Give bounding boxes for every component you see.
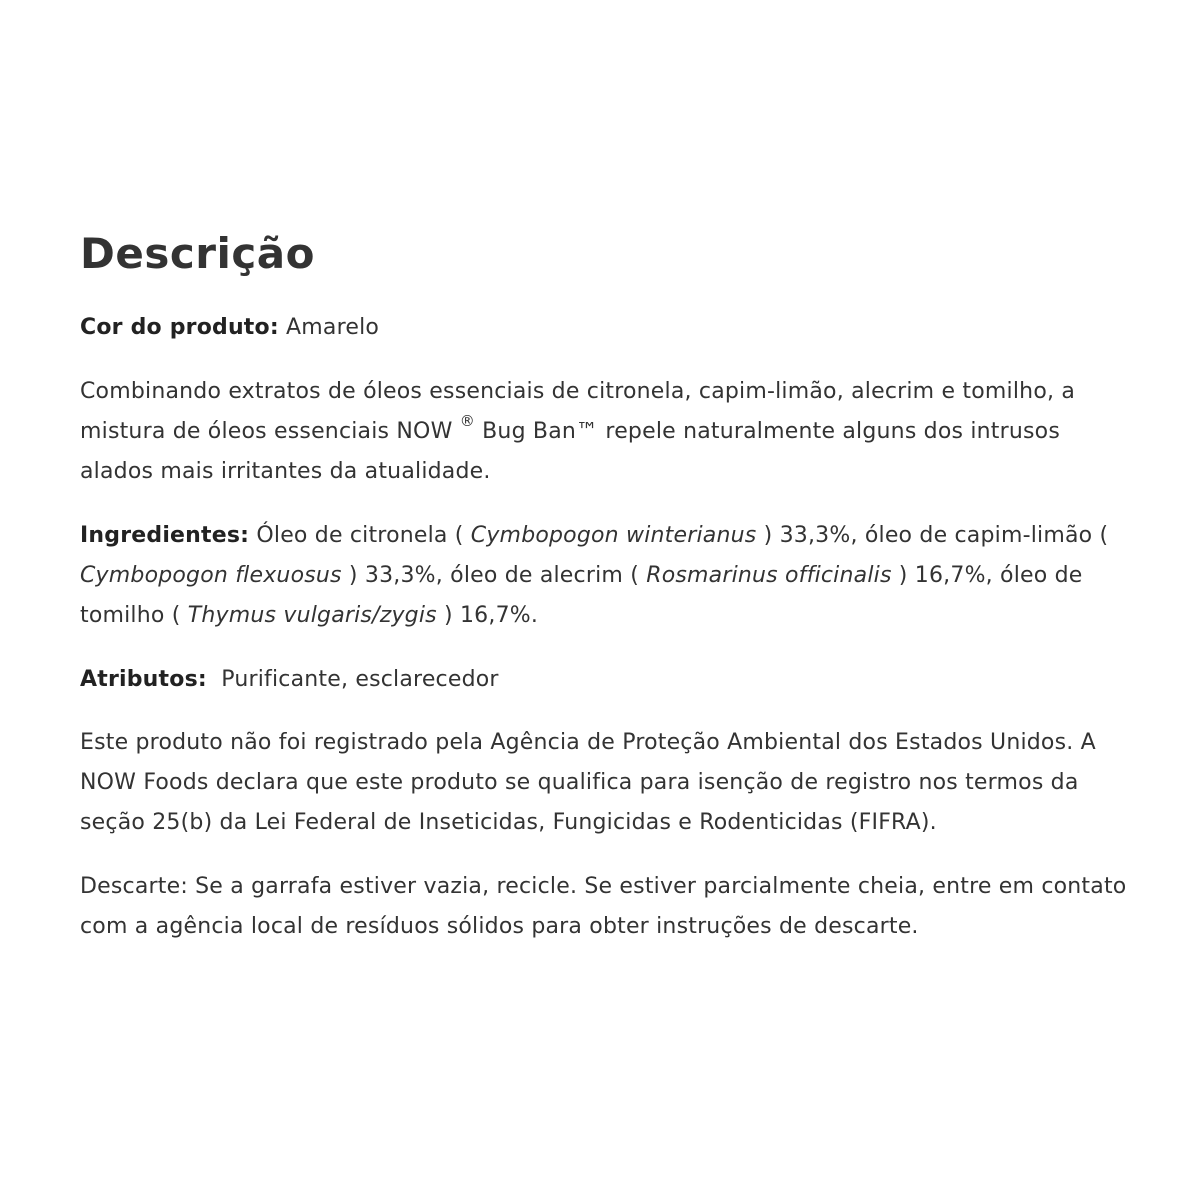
- attributes-paragraph: [80, 660, 1140, 700]
- product-color-value: Amarelo: [286, 315, 380, 340]
- attributes-value: Purificante, esclarecedor: [206, 667, 499, 692]
- species-rosemary: Rosmarinus officinalis: [646, 563, 892, 588]
- ingredients-text-2: ) 33,3%, óleo de capim-limão (: [756, 523, 1109, 548]
- page-title: Descrição: [80, 229, 315, 278]
- species-lemongrass: Cymbopogon flexuosus: [80, 563, 342, 588]
- epa-notice: Este produto não foi registrado pela Agência de Proteção Ambiental dos Estados Unidos. A NOW Foods declara que este produto se qualifica para isenção de registro nos termos da seção 25(b) da Lei Federal de Inseticidas, Fungicidas e Rodenticidas (FIFRA).: [80, 730, 1096, 835]
- ingredients-text-5: ) 16,7%.: [436, 603, 539, 628]
- attributes-label: Atributos:: [80, 667, 207, 692]
- registered-mark: ®: [459, 411, 475, 430]
- species-citronella: Cymbopogon winterianus: [470, 523, 757, 548]
- ingredients-text-1: Óleo de citronela (: [249, 523, 471, 548]
- ingredients-text-3: ) 33,3%, óleo de alecrim (: [341, 563, 647, 588]
- species-thyme: Thymus vulgaris/zygis: [187, 603, 437, 628]
- intro-text-2: Bug Ban™ repele naturalmente alguns dos intrusos alados mais irritantes da atualidade.: [80, 419, 1061, 484]
- product-color: [80, 308, 1140, 348]
- product-color-label: Cor do produto:: [80, 315, 279, 340]
- ingredients-text-4: ) 16,7%, óleo de tomilho (: [80, 563, 1083, 628]
- intro-paragraph: [80, 372, 1140, 492]
- intro-text-1: Combinando extratos de óleos essenciais de citronela, capim-limão, alecrim e tomilho, a mistura de óleos essenciais NOW: [80, 379, 1076, 444]
- ingredients-paragraph: [80, 516, 1140, 636]
- description-section: [80, 226, 1140, 971]
- disposal-paragraph: Descarte: Se a garrafa estiver vazia, recicle. Se estiver parcialmente cheia, entre em contato com a agência local de resíduos sólidos para obter instruções de descarte.: [80, 874, 1127, 939]
- ingredients-label: Ingredientes:: [80, 523, 250, 548]
